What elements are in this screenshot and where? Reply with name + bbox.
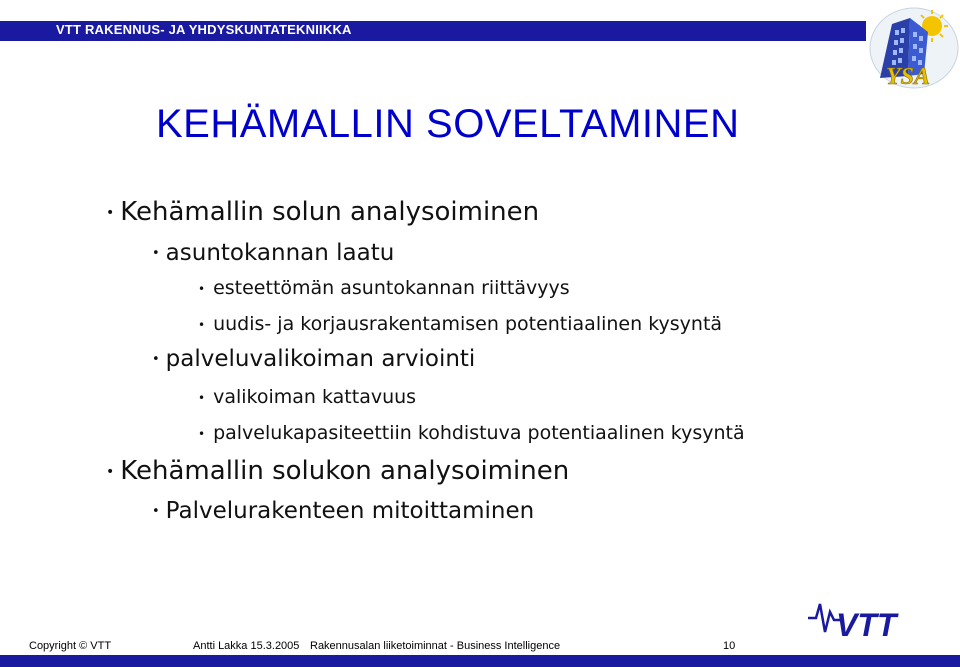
footer-bar <box>0 655 960 667</box>
bullet-icon: • <box>152 504 160 519</box>
bullet-item <box>152 346 475 372</box>
bullet-text: palveluvalikoiman arviointi <box>165 346 476 372</box>
bullet-item <box>106 456 569 486</box>
footer-subject: Rakennusalan liiketoiminnat - Business Intelligence <box>310 640 561 652</box>
ysa-logo-text: YSA <box>886 64 931 90</box>
bullet-item <box>152 240 394 266</box>
ysa-logo <box>862 2 960 94</box>
bullet-item <box>198 313 722 335</box>
bullet-icon: • <box>152 352 160 367</box>
bullet-item <box>152 498 534 524</box>
bullet-item <box>106 197 539 227</box>
bullet-icon: • <box>198 281 206 296</box>
header-org-name: VTT RAKENNUS- JA YHDYSKUNTATEKNIIKKA <box>56 22 352 37</box>
bullet-icon: • <box>198 426 206 441</box>
bullet-icon: • <box>198 390 206 405</box>
bullet-item <box>198 277 570 299</box>
bullet-text: valikoiman kattavuus <box>213 386 417 408</box>
bullet-icon: • <box>198 317 206 332</box>
bullet-text: esteettömän asuntokannan riittävyys <box>213 277 570 299</box>
footer <box>0 640 960 655</box>
bullet-item <box>198 422 745 444</box>
bullet-icon: • <box>106 204 115 221</box>
bullet-text: asuntokannan laatu <box>165 240 395 266</box>
footer-author-date: Antti Lakka 15.3.2005 <box>193 640 300 652</box>
footer-page-number: 10 <box>723 640 736 652</box>
slide-title: KEHÄMALLIN SOVELTAMINEN <box>156 102 740 146</box>
bullet-item <box>198 386 416 408</box>
vtt-logo <box>806 598 924 642</box>
vtt-logo-text: VTT <box>836 607 897 642</box>
bullet-text: Kehämallin solukon analysoiminen <box>120 456 570 486</box>
footer-copyright: Copyright © VTT <box>29 640 112 652</box>
bullet-text: uudis- ja korjausrakentamisen potentiaalinen kysyntä <box>213 313 723 335</box>
bullet-icon: • <box>152 246 160 261</box>
header-bar <box>0 21 866 41</box>
bullet-text: palvelukapasiteettiin kohdistuva potentiaalinen kysyntä <box>213 422 745 444</box>
bullet-text: Kehämallin solun analysoiminen <box>120 197 540 227</box>
bullet-icon: • <box>106 463 115 480</box>
bullet-text: Palvelurakenteen mitoittaminen <box>165 498 535 524</box>
